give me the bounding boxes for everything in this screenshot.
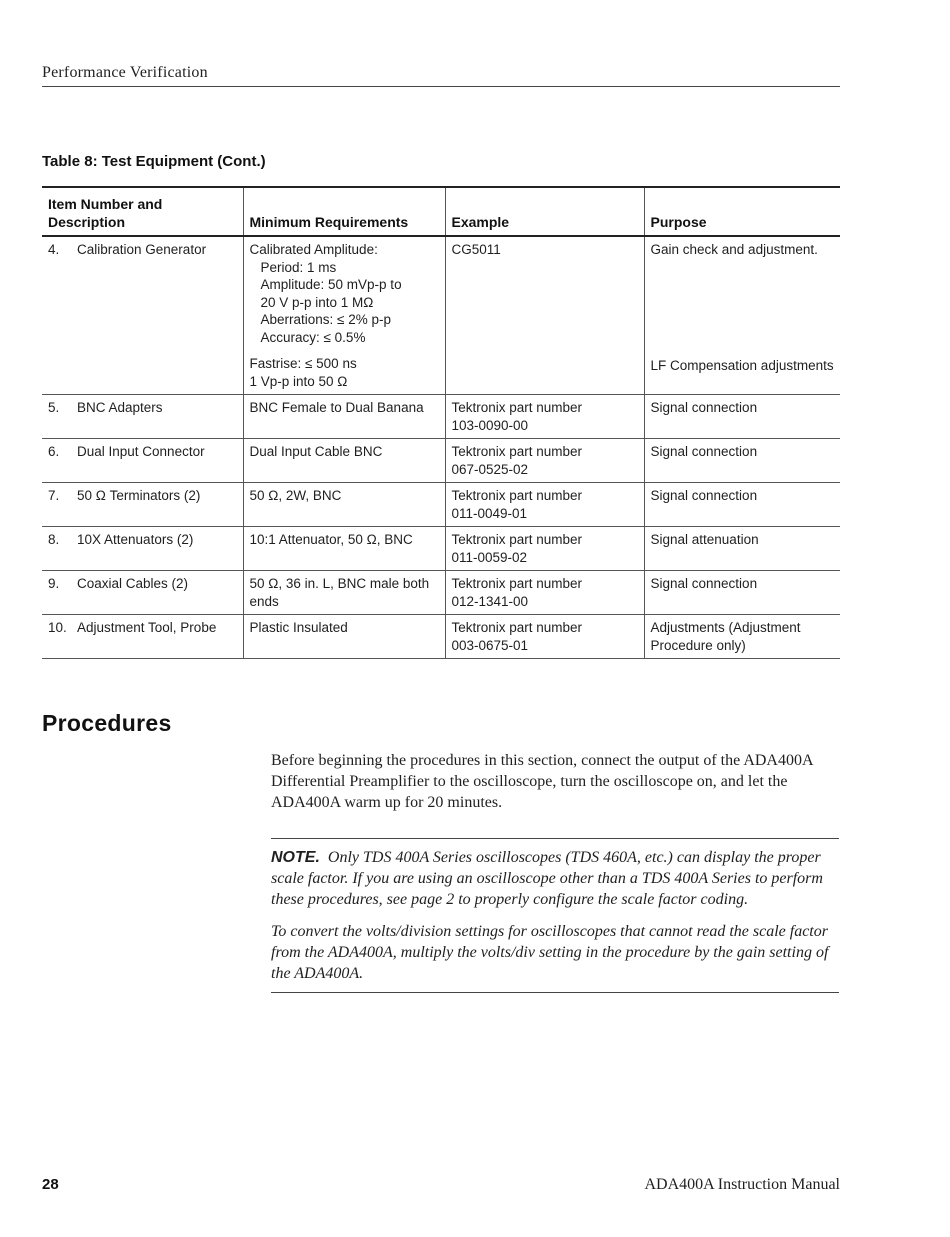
- requirement-line: Aberrations: ≤ 2% p-p: [260, 312, 391, 327]
- section-title-procedures: Procedures: [42, 710, 172, 736]
- part-number: 012-1341-00: [451, 593, 529, 609]
- part-number: 003-0675-01: [451, 637, 529, 653]
- note-box: [271, 838, 839, 993]
- column-header-example: Example: [445, 187, 644, 236]
- table-caption: Table 8: Test Equipment (Cont.): [42, 153, 266, 170]
- table-row: [42, 483, 840, 527]
- requirement-line: Amplitude: 50 mVp-p to: [260, 277, 402, 292]
- table-row: [42, 571, 840, 615]
- item-description: Dual Input Connector: [77, 444, 205, 459]
- header-rule: [42, 86, 840, 87]
- cell-purpose: Signal connection: [644, 571, 840, 615]
- item-number: 6.: [48, 444, 60, 459]
- cell-description: [42, 615, 243, 659]
- cell-example: [445, 439, 644, 483]
- cell-requirements: [243, 236, 445, 395]
- test-equipment-table: [42, 186, 840, 659]
- manual-title: ADA400A Instruction Manual: [644, 1176, 840, 1193]
- part-number: 011-0059-02: [451, 549, 528, 565]
- table-header-row: [42, 187, 840, 236]
- table-row: [42, 395, 840, 439]
- item-number: 9.: [48, 576, 60, 591]
- cell-example: [445, 236, 644, 395]
- part-number: 067-0525-02: [451, 461, 529, 477]
- cell-description: [42, 395, 243, 439]
- column-header-item: [42, 187, 243, 236]
- requirement-line: 20 V p-p into 1 MΩ: [260, 294, 374, 310]
- requirement-title: Calibrated Amplitude:: [249, 242, 378, 257]
- table-row: [42, 236, 840, 395]
- table-row: [42, 439, 840, 483]
- example-line: Tektronix part number: [451, 488, 583, 503]
- cell-requirements: BNC Female to Dual Banana: [243, 395, 445, 439]
- requirement-line: Period: 1 ms: [260, 259, 337, 275]
- example-line: Tektronix part number: [451, 400, 583, 415]
- note-text-1: Only TDS 400A Series oscilloscopes (TDS 460A, etc.) can display the proper scale factor. If you are using an oscilloscope other than a TDS 400A Series to perform these procedures, see page 2 to properly configure the scale factor coding.: [271, 849, 823, 908]
- running-head: Performance Verification: [42, 64, 208, 81]
- cell-requirements: 50 Ω, 36 in. L, BNC male both ends: [243, 571, 445, 615]
- item-description: BNC Adapters: [77, 400, 163, 415]
- table-row: [42, 527, 840, 571]
- cell-example: [445, 395, 644, 439]
- cell-requirements: 50 Ω, 2W, BNC: [243, 483, 445, 527]
- cell-description: [42, 483, 243, 527]
- requirement-fastrise: Fastrise: ≤ 500 ns: [249, 356, 357, 371]
- purpose-text: Gain check and adjustment.: [650, 242, 818, 257]
- part-number: 011-0049-01: [451, 505, 528, 521]
- note-label: NOTE.: [271, 849, 320, 866]
- requirement-fastrise-amplitude: 1 Vp-p into 50 Ω: [249, 373, 348, 389]
- cell-purpose: Signal connection: [644, 483, 840, 527]
- example-line: Tektronix part number: [451, 576, 583, 591]
- requirement-line: Accuracy: ≤ 0.5%: [260, 329, 366, 345]
- item-description: Coaxial Cables (2): [77, 576, 189, 591]
- item-description: Calibration Generator: [77, 242, 207, 257]
- cell-requirements: 10:1 Attenuator, 50 Ω, BNC: [243, 527, 445, 571]
- cell-purpose: Signal attenuation: [644, 527, 840, 571]
- cell-purpose: Adjustments (Adjustment Procedure only): [644, 615, 840, 659]
- example-line: Tektronix part number: [451, 532, 583, 547]
- column-header-item-line2: Description: [48, 213, 126, 230]
- cell-requirements: Dual Input Cable BNC: [243, 439, 445, 483]
- cell-requirements: Plastic Insulated: [243, 615, 445, 659]
- part-number: 103-0090-00: [451, 417, 529, 433]
- cell-purpose: Signal connection: [644, 395, 840, 439]
- item-description: 10X Attenuators (2): [77, 532, 194, 547]
- cell-purpose: [644, 236, 840, 395]
- procedures-intro: Before beginning the procedures in this section, connect the output of the ADA400A Differential Preamplifier to the oscilloscope, turn the oscilloscope on, and let the ADA400A warm up for 20 minutes.: [271, 752, 813, 811]
- cell-description: [42, 571, 243, 615]
- column-header-requirements: Minimum Requirements: [243, 187, 445, 236]
- cell-purpose: Signal connection: [644, 439, 840, 483]
- example-line: Tektronix part number: [451, 444, 583, 459]
- column-header-item-line1: Item Number and: [48, 196, 163, 212]
- item-description: 50 Ω Terminators (2): [77, 488, 201, 503]
- item-number: 10.: [48, 620, 67, 635]
- item-description: Adjustment Tool, Probe: [77, 620, 217, 635]
- page-number: 28: [42, 1176, 59, 1193]
- cell-description: [42, 527, 243, 571]
- column-header-purpose: Purpose: [644, 187, 840, 236]
- cell-example: [445, 483, 644, 527]
- cell-example: [445, 615, 644, 659]
- cell-description: [42, 236, 243, 395]
- cell-example: [445, 527, 644, 571]
- note-paragraph-1: [271, 847, 839, 910]
- cell-description: [42, 439, 243, 483]
- item-number: 4.: [48, 242, 60, 257]
- note-paragraph-2: To convert the volts/division settings for oscilloscopes that cannot read the scale factor from the ADA400A, multiply the volts/div setting in the procedure by the gain setting of the ADA400A.: [271, 923, 829, 982]
- cell-example: [445, 571, 644, 615]
- purpose-extra: LF Compensation adjustments: [650, 357, 834, 373]
- example-model: CG5011: [451, 242, 501, 257]
- table-row: [42, 615, 840, 659]
- item-number: 5.: [48, 400, 60, 415]
- item-number: 7.: [48, 488, 60, 503]
- item-number: 8.: [48, 532, 60, 547]
- example-line: Tektronix part number: [451, 620, 583, 635]
